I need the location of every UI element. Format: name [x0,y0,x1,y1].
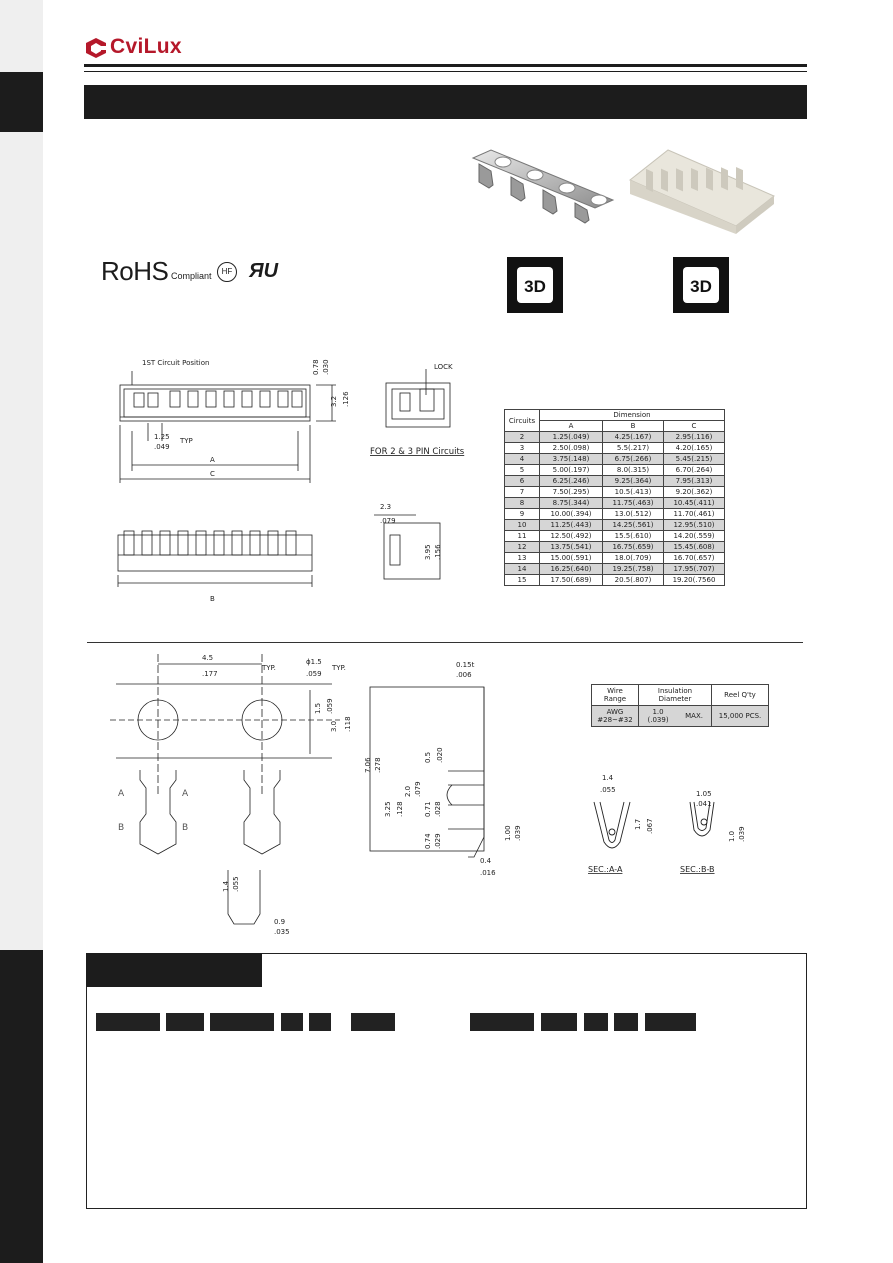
table-cell: 5.45(.215) [664,454,725,465]
table-cell: 5.00(.197) [540,465,603,476]
table-cell: 16.70(.657) [664,553,725,564]
thickness-mm-label: 0.15t [456,661,475,669]
sec-b-height-mm: 1.0 [728,830,736,842]
part-number-segment [614,1013,638,1031]
reel-qty-header: Reel Q'ty [712,685,769,706]
end-height-in-label: .156 [434,544,442,560]
table-cell: 6.75(.266) [603,454,664,465]
section-divider [87,642,803,643]
table-cell: 14.25(.561) [603,520,664,531]
cross-sections-drawing [580,772,760,882]
table-row [505,476,725,487]
part-number-segment [470,1013,534,1031]
table-cell: 15.45(.608) [664,542,725,553]
side-h05-label: 0.5 [424,751,432,763]
table-cell: 10 [505,520,540,531]
part-number-segment [309,1013,331,1031]
table-cell: 17.95(.707) [664,564,725,575]
terminal-side-view-drawing [356,655,522,885]
rohs-compliant-label: Compliant [171,271,212,281]
section-b-marker-right: B [182,823,189,833]
pitch-mm-label: 1.25 [154,433,170,441]
sec-a-width-in: .055 [600,786,616,794]
table-cell: 4 [505,454,540,465]
part-number-segment [351,1013,395,1031]
table-row [505,465,725,476]
table-cell: 15.00(.591) [540,553,603,564]
table-cell: 3.75(.148) [540,454,603,465]
logo-mark-icon [84,37,108,59]
sec-b-width-in: .041 [696,800,712,808]
ul-recognized-mark: ЯU [249,260,279,282]
part-number-segment [645,1013,696,1031]
table-cell: 4.25(.167) [603,432,664,443]
section-b-title: SEC.:B-B [680,865,715,874]
housing-top-view-drawing [110,355,370,605]
lock-height-in-label: .030 [322,359,330,375]
table-cell: 15 [505,575,540,586]
side-h020-label: .020 [436,747,444,763]
thickness-in-label: .006 [456,671,472,679]
table-row [505,575,725,586]
side-h128-label: .128 [396,801,404,817]
brand-logo: CviLux [110,35,182,58]
section-a-marker-right: A [182,789,189,799]
part-number-segment [281,1013,303,1031]
table-cell: 10.45(.411) [664,498,725,509]
side-w04-label: 0.4 [480,857,492,865]
crimp-w035-label: .035 [274,928,290,936]
table-cell: 6.25(.246) [540,476,603,487]
part-number-segment [210,1013,274,1031]
hole-dia-in-label: .059 [306,670,322,678]
table-cell: 9 [505,509,540,520]
strip-pitch-in-label: .177 [202,670,218,678]
sec-a-height-mm: 1.7 [634,818,642,830]
table-cell: 16.25(.640) [540,564,603,575]
table-cell: 11.75(.463) [603,498,664,509]
table-cell: 6.70(.264) [664,465,725,476]
side-h278-label: .278 [374,757,382,773]
housing-end-view-drawing [366,355,476,585]
table-cell: 4.20(.165) [664,443,725,454]
side-h706-label: 7.06 [364,757,372,773]
insulation-value: 1.0 (.039) [639,706,678,727]
lock-height-mm-label: 0.78 [312,359,320,375]
table-cell: 9.25(.364) [603,476,664,487]
side-h100-label: 1.00 [504,825,512,841]
table-cell: 9.20(.362) [664,487,725,498]
strip-h118-label: .118 [344,716,352,732]
crimp-w14-label: 1.4 [222,880,230,892]
terminal-photo [465,138,620,230]
wire-range-value: AWG #28~#32 [592,706,639,727]
table-row [505,564,725,575]
table-row [505,432,725,443]
table-cell: 7.95(.313) [664,476,725,487]
first-circuit-label: 1ST Circuit Position [142,359,210,367]
halogen-free-mark: HF [217,262,237,282]
side-section-tab-lower [0,950,43,1263]
table-row [505,454,725,465]
strip-h30-label: 3.0 [330,720,338,732]
table-cell: 8.0(.315) [603,465,664,476]
table-cell: 11 [505,531,540,542]
table-cell: 17.50(.689) [540,575,603,586]
height-mm-label: 3.2 [330,395,338,407]
end-width-in-label: .079 [380,517,396,525]
housing-3d-model-icon[interactable]: 3D [673,257,729,313]
table-cell: 14.20(.559) [664,531,725,542]
table-row [505,509,725,520]
side-w016-label: .016 [480,869,496,877]
reel-qty-value: 15,000 PCS. [712,706,769,727]
section-a-title: SEC.:A-A [588,865,623,874]
hole-dia-mm-label: ϕ1.5 [306,658,322,666]
terminal-strip-drawing [110,650,370,940]
ordering-info-box [86,953,807,1209]
crimp-w09-label: 0.9 [274,918,286,926]
col-c: C [664,421,725,432]
side-h029-label: .029 [434,833,442,849]
end-width-mm-label: 2.3 [380,503,392,511]
table-cell: 11.70(.461) [664,509,725,520]
end-height-mm-label: 3.95 [424,544,432,560]
two-three-pin-note: FOR 2 & 3 PIN Circuits [370,447,465,457]
side-h074-label: 0.74 [424,833,432,849]
table-cell: 6 [505,476,540,487]
table-cell: 1.25(.049) [540,432,603,443]
strip-typ-label: TYP. [262,664,276,672]
col-a: A [540,421,603,432]
product-title-bar [84,85,807,119]
table-cell: 8.75(.344) [540,498,603,509]
side-h071-label: 0.71 [424,801,432,817]
insulation-header: Insulation Diameter [639,685,712,706]
dim-b-label: B [210,595,215,603]
table-row [505,498,725,509]
part-number-segment [166,1013,204,1031]
table-row [505,443,725,454]
table-row [505,553,725,564]
table-cell: 3 [505,443,540,454]
crimp-w055-label: .055 [232,876,240,892]
side-h325-label: 3.25 [384,801,392,817]
table-cell: 10.5(.413) [603,487,664,498]
table-row [505,542,725,553]
col-dimension: Dimension [540,410,725,421]
sec-a-height-in: .067 [646,818,654,834]
col-circuits: Circuits [505,410,540,432]
section-a-marker: A [118,789,125,799]
ordering-info-header [86,953,262,987]
side-section-tab [0,72,43,132]
wire-range-header: Wire Range [592,685,639,706]
hole-typ-label: TYP. [332,664,346,672]
table-cell: 18.0(.709) [603,553,664,564]
table-cell: 10.00(.394) [540,509,603,520]
table-cell: 13.75(.541) [540,542,603,553]
part-number-segment [96,1013,160,1031]
side-h028-label: .028 [434,801,442,817]
part-number-segment [584,1013,608,1031]
dimension-table [504,409,725,586]
strip-h15-label: 1.5 [314,702,322,714]
wire-spec-table [591,684,769,727]
table-cell: 7 [505,487,540,498]
table-row [505,487,725,498]
table-cell: 8 [505,498,540,509]
table-cell: 11.25(.443) [540,520,603,531]
height-in-label: .126 [342,391,350,407]
table-cell: 12.50(.492) [540,531,603,542]
dim-a-label: A [210,456,215,464]
table-row [505,531,725,542]
insulation-max: MAX. [677,706,711,727]
part-number-segment [541,1013,577,1031]
strip-h059-label: .059 [326,698,334,714]
header-rule [84,64,807,67]
table-cell: 12 [505,542,540,553]
sec-b-height-in: .039 [738,826,746,842]
table-cell: 13.0(.512) [603,509,664,520]
table-cell: 2.95(.116) [664,432,725,443]
table-cell: 13 [505,553,540,564]
terminal-3d-model-icon[interactable]: 3D [507,257,563,313]
pitch-in-label: .049 [154,443,170,451]
table-cell: 12.95(.510) [664,520,725,531]
table-cell: 19.25(.758) [603,564,664,575]
table-row [505,520,725,531]
table-cell: 2 [505,432,540,443]
section-b-marker: B [118,823,125,833]
header-rule-thin [84,71,807,72]
table-cell: 7.50(.295) [540,487,603,498]
strip-pitch-mm-label: 4.5 [202,654,214,662]
col-b: B [603,421,664,432]
dim-c-label: C [210,470,215,478]
sec-a-width-mm: 1.4 [602,774,614,782]
pitch-typ-label: TYP [180,437,193,445]
table-cell: 5.5(.217) [603,443,664,454]
table-cell: 2.50(.098) [540,443,603,454]
table-cell: 15.5(.610) [603,531,664,542]
table-cell: 5 [505,465,540,476]
table-cell: 20.5(.807) [603,575,664,586]
side-h079-label: .079 [414,781,422,797]
side-h039-label: .039 [514,825,522,841]
table-cell: 19.20(.7560 [664,575,725,586]
rohs-mark: RoHS [101,256,169,286]
table-cell: 14 [505,564,540,575]
sec-b-width-mm: 1.05 [696,790,712,798]
side-h20-label: 2.0 [404,785,412,797]
lock-label: LOCK [434,363,453,371]
table-cell: 16.75(.659) [603,542,664,553]
housing-photo [626,134,778,234]
